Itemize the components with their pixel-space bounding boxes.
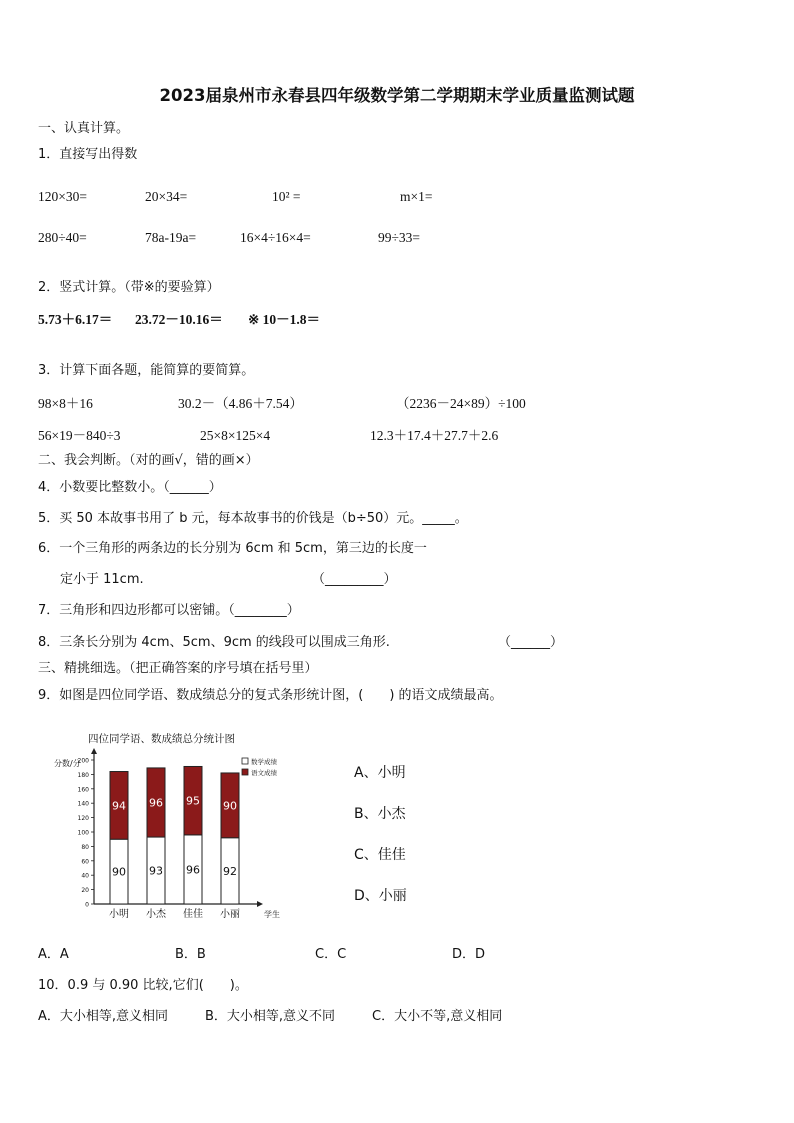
q3-item: 12.3＋17.4＋27.7＋2.6: [370, 428, 499, 443]
x-tick-label: 小丽: [220, 909, 240, 920]
legend-swatch: [242, 769, 248, 775]
q10-choice-a: A．大小相等,意义相同: [38, 1009, 169, 1024]
section-2-heading: 二、我会判断。（对的画√，错的画×）: [38, 453, 259, 468]
x-tick-label: 小杰: [146, 909, 166, 920]
q9-option: A、小明: [354, 765, 406, 781]
y-axis-arrow: [91, 748, 97, 754]
y-tick-label: 180: [77, 771, 89, 779]
legend-label: 数学成绩: [251, 758, 277, 766]
x-tick-label: 佳佳: [183, 909, 203, 920]
q8: 8．三条长分别为 4cm、5cm、9cm 的线段可以围成三角形.: [38, 635, 390, 650]
q9-choice-c: C．C: [315, 947, 347, 962]
q9-label: 9．如图是四位同学语、数成绩总分的复式条形统计图，( ) 的语文成绩最高。: [38, 688, 503, 703]
y-tick-label: 60: [81, 858, 89, 866]
y-tick-label: 120: [77, 815, 89, 823]
q1-item: 20×34=: [145, 189, 188, 204]
bar-value-label: 94: [112, 799, 126, 813]
q8-blank: （______）: [498, 635, 564, 650]
q2-item: 23.72－10.16＝: [135, 312, 223, 327]
q9-choice-b: B．B: [175, 947, 206, 962]
y-tick-label: 40: [81, 872, 89, 880]
q1-item: 120×30=: [38, 189, 87, 204]
q9-option: C、佳佳: [354, 847, 406, 863]
x-axis-label: 学生: [264, 910, 280, 919]
bar-value-label: 96: [149, 796, 163, 810]
y-tick-label: 100: [77, 829, 89, 837]
q9-option: B、小杰: [354, 806, 406, 822]
y-axis-label: 分数/分: [54, 759, 81, 768]
q10-choice-c: C．大小不等,意义相同: [372, 1009, 503, 1024]
bar-value-label: 96: [186, 863, 200, 877]
q9-choice-d: D．D: [452, 947, 486, 962]
q9-choice-a: A．A: [38, 947, 69, 962]
q6-line2: 定小于 11cm.: [60, 572, 144, 587]
chart-title: 四位同学语、数成绩总分统计图: [88, 733, 235, 745]
q6-blank: （_________）: [312, 572, 397, 587]
q10-choice-b: B．大小相等,意义不同: [205, 1009, 336, 1024]
y-tick-label: 140: [77, 800, 89, 808]
q6-line1: 6．一个三角形的两条边的长分别为 6cm 和 5cm，第三边的长度一: [38, 541, 427, 556]
x-axis-arrow: [257, 901, 263, 907]
q2-item: 5.73＋6.17＝: [38, 312, 113, 327]
q5: 5．买 50 本故事书用了 b 元，每本故事书的价钱是（b÷50）元。_____。: [38, 511, 468, 526]
y-tick-label: 0: [85, 901, 89, 909]
y-tick-label: 160: [77, 786, 89, 794]
q3-item: （2236－24×89）÷100: [396, 396, 526, 411]
bar-value-label: 95: [186, 794, 200, 808]
bar-value-label: 90: [112, 865, 126, 879]
q7: 7．三角形和四边形都可以密铺。（________）: [38, 603, 300, 618]
q10-label: 10．0.9 与 0.90 比较,它们( )。: [38, 978, 248, 993]
q2-label: 2．竖式计算。（带※的要验算）: [38, 280, 220, 295]
section-3-heading: 三、精挑细选。（把正确答案的序号填在括号里）: [38, 661, 318, 676]
q3-label: 3．计算下面各题，能简算的要简算。: [38, 363, 255, 378]
q3-item: 30.2－（4.86＋7.54）: [178, 396, 303, 411]
bar-chart: [52, 728, 292, 928]
q4: 4．小数要比整数小。（______）: [38, 480, 222, 495]
legend-swatch: [242, 758, 248, 764]
y-tick-label: 80: [81, 843, 89, 851]
q3-item: 56×19－840÷3: [38, 428, 121, 443]
bar-value-label: 90: [223, 799, 237, 813]
q2-item: ※ 10－1.8＝: [248, 312, 321, 327]
q1-item: 16×4÷16×4=: [240, 230, 311, 245]
q3-item: 98×8＋16: [38, 396, 93, 411]
q3-item: 25×8×125×4: [200, 428, 271, 443]
q1-label: 1．直接写出得数: [38, 147, 138, 162]
q1-item: 99÷33=: [378, 230, 421, 245]
section-1-heading: 一、认真计算。: [38, 121, 130, 136]
bar-value-label: 93: [149, 864, 163, 878]
legend-label: 语文成绩: [251, 769, 277, 777]
q1-item: 10² =: [272, 189, 301, 204]
q9-option: D、小丽: [354, 888, 407, 904]
bar-value-label: 92: [223, 864, 237, 878]
x-tick-label: 小明: [109, 909, 129, 920]
y-tick-label: 200: [77, 757, 89, 765]
page-title: 2023届泉州市永春县四年级数学第二学期期末学业质量监测试题: [159, 86, 635, 105]
q1-item: 280÷40=: [38, 230, 87, 245]
y-tick-label: 20: [81, 887, 89, 895]
q1-item: 78a-19a=: [145, 230, 197, 245]
q1-item: m×1=: [400, 189, 433, 204]
